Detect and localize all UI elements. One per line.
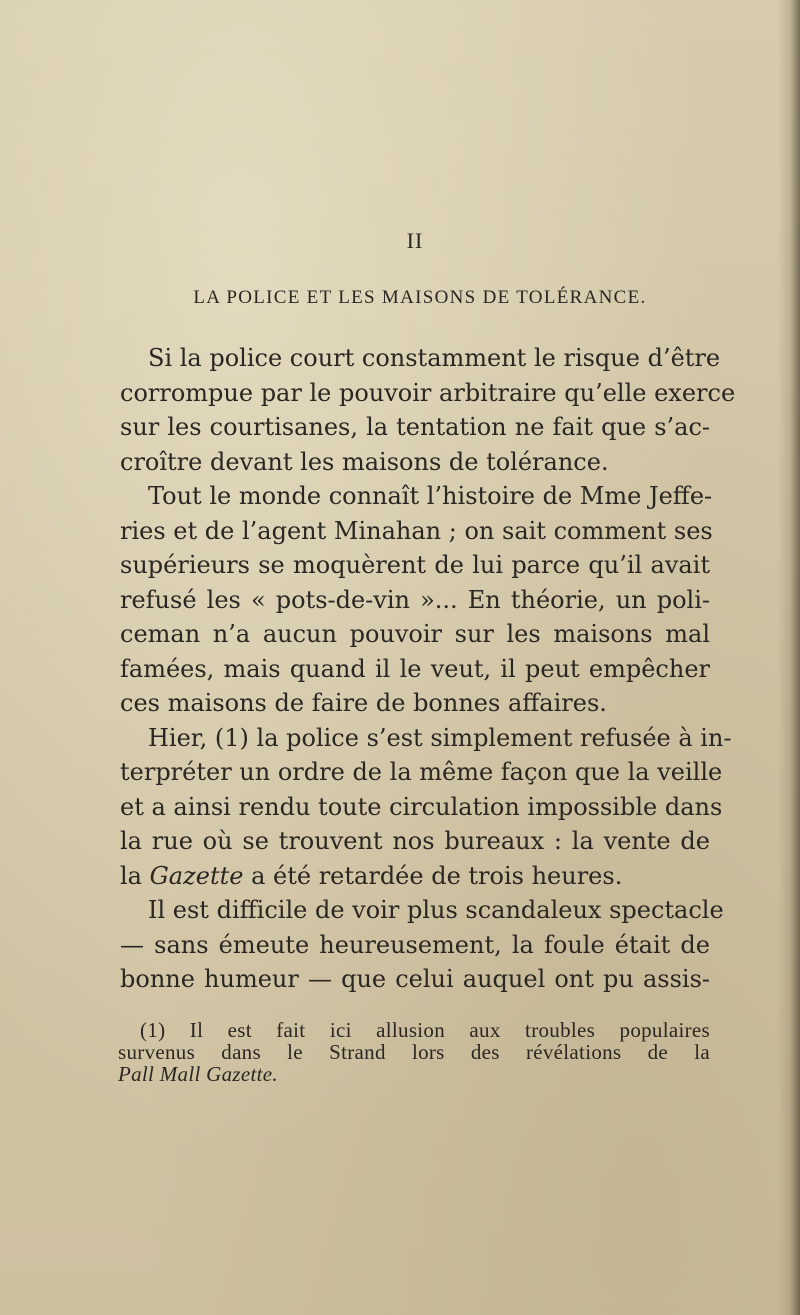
body-line	[120, 859, 710, 894]
body-line: Hier, (1) la police s’est simplement refusée à in-	[148, 723, 732, 752]
body-line: refusé les « pots-de-vin »... En théorie, un poli-	[120, 585, 710, 614]
page-edge-shadow	[778, 0, 800, 1315]
body-line: supérieurs se moquèrent de lui parce qu’il avait	[120, 551, 710, 579]
body-line: Il est difficile de voir plus scandaleux spectacle	[148, 896, 724, 924]
body-line-prefix: la	[120, 861, 142, 890]
body-text	[120, 341, 736, 997]
footnote	[118, 1019, 710, 1085]
body-line-rest: a été retardée de trois heures.	[251, 861, 623, 890]
body-line: bonne humeur — que celui auquel ont pu assis-	[120, 965, 710, 993]
body-line: ceman n’a aucun pouvoir sur les maisons mal	[120, 620, 710, 648]
footnote-line: survenus dans le Strand lors des révélations de la	[118, 1040, 710, 1064]
body-line: sur les courtisanes, la tentation ne fait que s’ac-	[120, 413, 710, 441]
body-line: famées, mais quand il le veut, il peut empêcher	[120, 654, 710, 683]
footnote-line: (1) Il est fait ici allusion aux troubles populaires	[140, 1018, 710, 1042]
body-line: — sans émeute heureusement, la foule était de	[120, 930, 710, 959]
footnote-line: Pall Mall Gazette.	[118, 1062, 278, 1086]
body-line: ries et de l’agent Minahan ; on sait comment ses	[120, 516, 713, 545]
chapter-title: LA POLICE ET LES MAISONS DE TOLÉRANCE.	[193, 287, 647, 308]
body-line: croître devant les maisons de tolérance.	[120, 447, 609, 476]
body-line: et a ainsi rendu toute circulation impossible dans	[120, 792, 723, 821]
body-line: corrompue par le pouvoir arbitraire qu’elle exerce	[120, 378, 736, 407]
chapter-number: II	[406, 228, 424, 253]
body-line: la rue où se trouvent nos bureaux : la vente de	[120, 827, 710, 855]
body-line: Si la police court constamment le risque d’être	[148, 344, 721, 372]
body-line: Tout le monde connaît l’histoire de Mme Jeffe-	[148, 482, 713, 510]
gazette-title: Gazette	[149, 861, 244, 890]
body-line: ces maisons de faire de bonnes affaires.	[120, 689, 607, 717]
body-line: terpréter un ordre de la même façon que la veille	[120, 758, 723, 786]
